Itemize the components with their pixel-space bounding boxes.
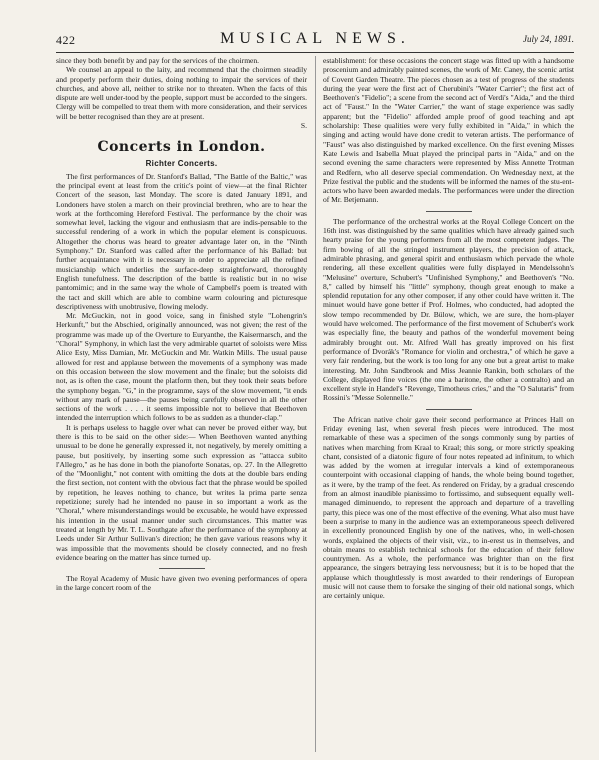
- paragraph: The African native choir gave their second performance at Princes Hall on Friday evening last, when several fresh pieces were introduced. The most remarkable of these was a specimen of the songs commonly sung by parties of natives when marching from Kraal to Kraal; this song, or more strictly speaking chant, consisted of a diatonic figure of four notes repeated ad infinitum, to which was added by the women at irregular intervals a kind of extemporaneous counterpoint with occasional clapping of hands, the whole being bound together, as it were, by the tramp of the feet. As rendered on Friday, by a gradual crescendo from an almost inaudible pianissimo to fortissimo, and subsequent equally well-managed diminuendo, to represent the approach and departure of a travelling party, this piece was one of the most effective of the evening. What also must have been a surprise to many in the audience was an extemporaneous speech delivered in excellently pronounced English by one of the natives, who, in well-chosen words, explained the objects of their visit, viz., to in-erest us in themselves, and obtain means to establish technical schools for the education of their fellow countrymen. As a whole, the performance was brighter than on the first appearance, the singers betraying less nervousness; but it is to be hoped that the applause which thoughtlessly is most awarded to their renderings of European music will not cause them to forsake the singing of their old national songs, which are certainly unique.: [323, 414, 574, 601]
- header-rule: [56, 52, 574, 53]
- paragraph: The Royal Academy of Music have given two evening performances of opera in the large concert room of the: [56, 574, 307, 593]
- paragraph: establishment: for these occasions the concert stage was fitted up with a handsome proscenium and admirably painted scenes, the work of Mr. Caney, the scenic artist of Covent Garden Theatre. The pieces chosen as a test of progress of the students during the year were the first act of Cherubini's "Water Carrier"; the first act of Beethoven's "Fidelio"; a scene from the second act of Verdi's "Aida," and the third act of "Faust." In the "Water Carrier," the want of stage experience was sadly apparent; but the "Fidelio" afforded ample proof of good teaching and apt scholarship: These qualities were very fully exhibited in "Aida," in which the singing and acting would have done credit to veteran artists. The performance of "Faust" was also distinguished by marked excellence. On the first evening Misses Kate Lewis and Isabella Muat played the principal parts in "Aida," and on the second evening the same characters were represented by Miss Annette Trotman and Redfern, who all deserve special commendation. On Wednesday next, at the Prize festival the public and the students will be informed the names of the stu-ent-actors who have been awarded medals. The performances were under the direction of Mr. Betjemann.: [323, 56, 574, 205]
- page-header: [56, 30, 574, 50]
- subsection-title: Richter Concerts.: [145, 159, 218, 169]
- paragraph: Mr. McGuckin, not in good voice, sang in finished style "Lohengrin's Herkunft," but the Abschied, originally announced, was not given; the rest of the programme was made up of the Overture to Euryanthe, the Kaisermarsch, and the "Choral" Symphony, in which last the very admirable quartet of soloists were Miss Alice Esty, Miss Damian, Mr. McGuckin and Mr. Watkin Mills. The usual pause allowed for rest and applause between the movements of a symphony was made on this occasion between the slow movement and the finale; but the soloists did not, as is often the case, mount the platform then, but they took their seats before the symphony began. "G," in the programme, says of the slow movement, "it ends without any mark of pause—the pauses being carefully observed in all the other sections of the work . . . . it seems impossible not to believe that Beethoven intended the interruption which follows to be as sudden as a thunder-clap.": [56, 311, 307, 423]
- separator-rule: [426, 211, 472, 212]
- signature: S.: [300, 121, 307, 131]
- separator-rule: [426, 409, 472, 410]
- page-number: 422: [56, 33, 76, 47]
- paragraph: since they both benefit by and pay for the services of the choirmen.: [56, 56, 260, 65]
- separator-rule: [159, 568, 205, 569]
- column-divider: [315, 56, 316, 752]
- paragraph: The first performances of Dr. Stanford's Ballad, "The Battle of the Baltic," was the principal event at least from the critic's point of view—at the final Richter Concert of the season, last Monday. The score is dated January 1891, and Londoners have stolen a march on their provincial brethren, who are to hear the work at the forthcoming Hereford Festival. The performance by the choir was somewhat level, lacking the vigour and enthusiasm that are indis-pensable to the successful rendering of a work in which the popular element is conspicuous. Altogether the chorus was heard to greater advantage later on, in the "Ninth Symphony." Dr. Stanford was called after the performance of his Ballad: but further acquaintance with it is necessary in order to appreciate all the refined musicianship which underlies the surface-deep straightforward, thoroughly English tunefulness. The description of the battle is realistic but in no wise pantomimic; and in the same way the whole of Campbell's poem is treated with the tact and skill which are able to combine warm colouring and picturesque descriptiveness with unobtrusive, flowing melody.: [56, 171, 307, 311]
- paragraph: The performance of the orchestral works at the Royal College Concert on the 16th inst. was distinguished by the same qualities which have already gained such hearty praise for the young performers from all the most competent judges. The firm bowing of all the stringed instrument players, the precision of attack, admirable phrasing, and general spirit and enthusiasm which pervade the whole rendering, all these excellent qualities were fully displayed in Mendelssohn's "Melusine" overture, Schubert's "Unfinished Symphony," and Beethoven's "No. 8," called by himself his "little" symphony, though great enough to make a splendid reputation for any other composer, if any other could have written it. The minuet would have gone better if Prof. Holmes, who conducted, had adopted the slow tempo recommended by Dr. Bülow, which, we are sure, the horn-player would have welcomed. The performance of the first movement of Schubert's work was especially fine, the beauty and pathos of the wonderful movement being admirably brought out. Mr. Alfred Wall has greatly improved on his first performance of Dvorák's "Romance for violin and orchestra," of which he gave a very fair rendering, but the work is too long for any one but a great artist to make interesting. Mr. John Sandbrook and Miss Jeannie Rankin, both scholars of the College, displayed fine voices (the one a baritone, the other a contralto) and an excellent style in Handel's "Revenge, Timotheus cries," and the "O Salutaris" from Rossini's "Messe Solennelle.": [323, 216, 574, 403]
- issue-date: July 24, 1891.: [523, 34, 574, 44]
- paragraph: It is perhaps useless to haggle over what can never be proved either way, but there is this to be said on the other side:— When Beethoven wanted anything unusual to be done he generally expressed it, not negatively, by merely omitting a pause, but positively, by inserting some such expression as "attacca subito l'Allegro," as he has done in both the pianoforte Sonatas, op. 27. In the Allegretto of the "Moonlight," not content with omitting the dots at the double bars ending the first section, not content with the obvious fact that the phrase would be spoiled by repetition, he leaves nothing to chance, but writes la prima parte senza repetizione; surely had he intended no pause in so important a work as the "Choral," where misunderstandings would be excusable, he would have expressed his intention in the usual manner under such circumstances. This matter was treated at length by Mr. T. L. Southgate after the performance of the symphony at Leeds under Sir Arthur Sullivan's direction; he then gave various reasons why it was impossible that the movements should be closely connected, and no fresh evidence bearing on the matter has since turned up.: [56, 422, 307, 562]
- paragraph: We counsel an appeal to the laity, and recommend that the choirmen steadily and properly perform their duties, doing nothing to impair the services of their churches, and above all, neither to strike nor to threaten. When the facts of this dispute are well under-tood by the people, support must be accorded to the singers. Clergy will be compelled to treat them with more consideration, and their services will be better recognised than they are at present.: [56, 65, 307, 121]
- left-column: [56, 56, 307, 752]
- section-title: Concerts in London.: [97, 139, 266, 156]
- right-column: [323, 56, 574, 752]
- publication-title: MUSICAL NEWS.: [220, 30, 410, 47]
